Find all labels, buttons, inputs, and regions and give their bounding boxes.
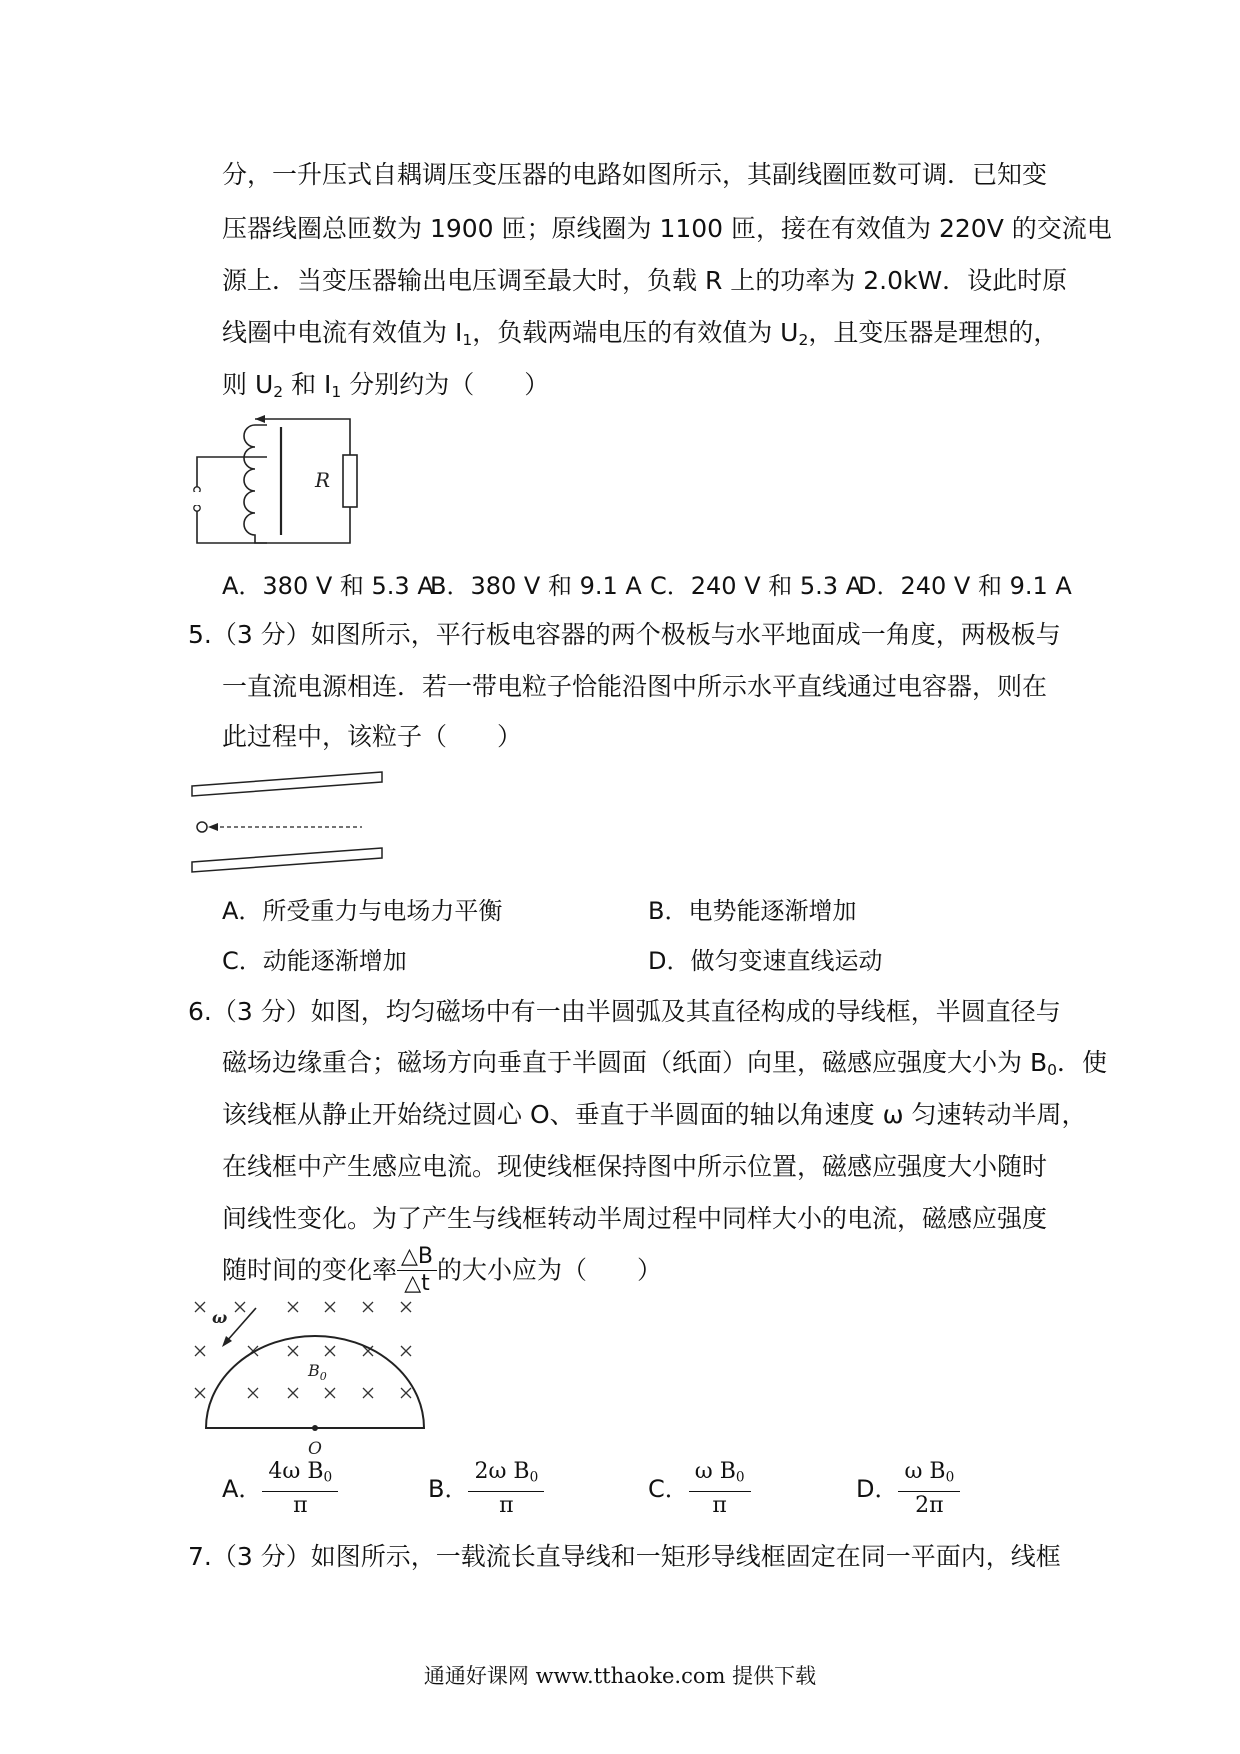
q4-sub-u2: 2 — [798, 330, 809, 349]
q4-line-4 — [222, 316, 1058, 357]
center-o-label: O — [308, 1439, 322, 1459]
q4-line-3: 源上．当变压器输出电压调至最大时，负载 R 上的功率为 2.0kW．设此时原 — [222, 266, 1068, 295]
q4-sub-i1: 1 — [462, 330, 473, 349]
q5-line-2: 一直流电源相连．若一带电粒子恰能沿图中所示水平直线通过电容器，则在 — [222, 672, 1048, 701]
b0-label-main: B — [308, 1361, 320, 1380]
q6-line-2-part-b: ．使 — [1056, 1048, 1107, 1077]
q6-option-b-label: B． — [428, 1475, 469, 1504]
q6-option-b — [428, 1458, 544, 1520]
q5-option-c: C．动能逐渐增加 — [222, 947, 407, 975]
q6-frac-den: △t — [404, 1271, 430, 1296]
q6-line-4: 在线框中产生感应电流。现使线框保持图中所示位置，磁感应强度大小随时 — [222, 1152, 1048, 1181]
field-x-marks — [195, 1302, 411, 1398]
q6-line-6 — [222, 1244, 662, 1297]
q6-option-b-den: π — [499, 1493, 514, 1519]
q6-option-a-den: π — [293, 1493, 308, 1519]
q6-option-d-fraction — [898, 1458, 960, 1520]
q4-line-5-sub-i1: 1 — [331, 382, 342, 401]
q6-line-6-part-b: 的大小应为（ ） — [437, 1255, 663, 1285]
q6-option-d-sub: 0 — [945, 1469, 955, 1486]
q5-option-d: D．做匀变速直线运动 — [648, 947, 883, 975]
q4-line-4-part-c: ，且变压器是理想的， — [808, 318, 1059, 347]
q4-option-b: B．380 V 和 9.1 A — [430, 572, 642, 600]
q6-option-c — [648, 1458, 751, 1520]
q6-line-6-part-a: 随时间的变化率 — [222, 1255, 398, 1285]
q4-line-5-part-c: 分别约为（ ） — [341, 370, 550, 399]
page-footer: 通通好课网 www.tthaoke.com 提供下载 — [423, 1664, 817, 1688]
q6-option-c-fraction — [689, 1458, 751, 1520]
capacitor-figure — [190, 770, 390, 880]
q4-option-a: A．380 V 和 5.3 A — [222, 572, 434, 600]
b0-label-sub: 0 — [319, 1370, 327, 1383]
q6-line-1: 6.（3 分）如图，均匀磁场中有一由半圆弧及其直径构成的导线框，半圆直径与 — [188, 997, 1061, 1026]
q4-line-1: 分，一升压式自耦调压变压器的电路如图所示，其副线圈匝数可调．已知变 — [222, 160, 1048, 189]
q4-line-4-part-a: 线圈中电流有效值为 I — [222, 318, 463, 347]
q4-line-5 — [222, 368, 549, 409]
q6-line-2 — [222, 1046, 1107, 1087]
q6-line-3: 该线框从静止开始绕过圆心 O、垂直于半圆面的轴以角速度 ω 匀速转动半周， — [222, 1100, 1087, 1129]
q7-line-1: 7.（3 分）如图所示，一载流长直导线和一矩形导线框固定在同一平面内，线框 — [188, 1542, 1061, 1571]
q6-line-2-sub: 0 — [1047, 1060, 1057, 1079]
q5-option-a: A．所受重力与电场力平衡 — [222, 897, 503, 925]
q4-option-c: C．240 V 和 5.3 A — [650, 572, 863, 600]
semicircle-field-figure — [188, 1298, 448, 1468]
q6-option-b-sub: 0 — [529, 1469, 539, 1486]
q6-option-a-num: 4ω B — [268, 1459, 324, 1484]
q6-option-d-label: D． — [856, 1475, 899, 1504]
q6-option-b-num: 2ω B — [474, 1459, 530, 1484]
q5-line-1: 5.（3 分）如图所示，平行板电容器的两个极板与水平地面成一角度，两极板与 — [188, 620, 1061, 649]
omega-label: ω — [212, 1308, 228, 1327]
q6-rate-fraction — [397, 1244, 437, 1297]
resistor-label: R — [315, 468, 331, 492]
q6-option-c-num: ω B — [694, 1459, 736, 1484]
q4-option-d: D．240 V 和 9.1 A — [858, 572, 1072, 600]
q6-option-c-label: C． — [648, 1475, 689, 1504]
q6-option-a-label: A． — [222, 1475, 263, 1504]
q6-option-a-sub: 0 — [323, 1469, 333, 1486]
q6-option-b-fraction — [468, 1458, 544, 1520]
q6-option-d-den: 2π — [915, 1493, 944, 1519]
q5-line-3: 此过程中，该粒子（ ） — [222, 722, 523, 751]
q6-line-2-part-a: 磁场边缘重合；磁场方向垂直于半圆面（纸面）向里，磁感应强度大小为 B — [222, 1048, 1048, 1077]
q4-line-2: 压器线圈总匝数为 1900 匝；原线圈为 1100 匝，接在有效值为 220V 的交流电 — [222, 214, 1112, 243]
q6-option-a — [222, 1458, 338, 1520]
q6-option-d-num: ω B — [904, 1459, 946, 1484]
q6-option-c-sub: 0 — [735, 1469, 745, 1486]
q4-line-5-sub-u2: 2 — [273, 382, 284, 401]
q6-option-d — [856, 1458, 960, 1520]
q4-line-5-part-a: 则 U — [222, 370, 274, 399]
q6-frac-num: △B — [397, 1244, 437, 1271]
b0-label — [307, 1361, 327, 1383]
transformer-circuit-figure — [185, 405, 375, 555]
q4-line-4-part-b: ，负载两端电压的有效值为 U — [472, 318, 799, 347]
q4-line-5-part-b: 和 I — [283, 370, 332, 399]
q6-line-5: 间线性变化。为了产生与线框转动半周过程中同样大小的电流，磁感应强度 — [222, 1204, 1048, 1233]
q6-option-a-fraction — [262, 1458, 338, 1520]
q5-option-b: B．电势能逐渐增加 — [648, 897, 857, 925]
q6-option-c-den: π — [712, 1493, 727, 1519]
